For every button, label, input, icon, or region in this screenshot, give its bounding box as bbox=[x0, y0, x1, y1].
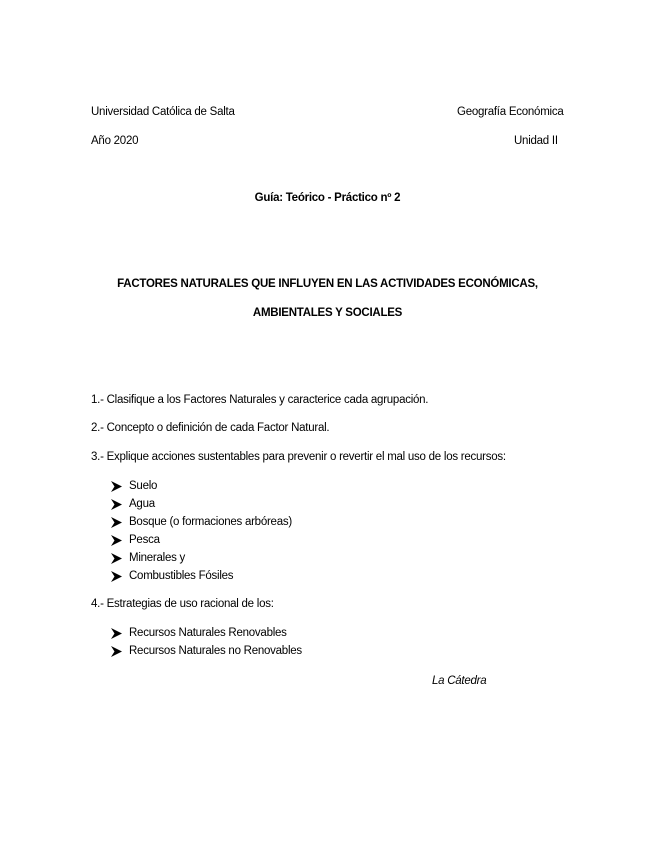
list-item-text: Bosque (o formaciones arbóreas) bbox=[129, 516, 292, 528]
question-3: 3.- Explique acciones sustentables para prevenir o revertir el mal uso de los recursos: bbox=[91, 451, 506, 463]
subject-name: Geografía Económica bbox=[457, 106, 564, 118]
list-item-text: Combustibles Fósiles bbox=[129, 570, 234, 582]
list-item-text: Agua bbox=[129, 498, 155, 510]
signature: La Cátedra bbox=[432, 675, 487, 687]
list-item-text: Recursos Naturales no Renovables bbox=[129, 645, 302, 657]
arrowhead-bullet-icon bbox=[111, 481, 123, 493]
arrowhead-bullet-icon bbox=[111, 628, 123, 640]
arrowhead-bullet-icon bbox=[111, 499, 123, 511]
list-item-text: Recursos Naturales Renovables bbox=[129, 627, 287, 639]
list-item-text: Minerales y bbox=[129, 552, 186, 564]
question-2: 2.- Concepto o definición de cada Factor Natural. bbox=[91, 422, 330, 434]
list-item-text: Suelo bbox=[129, 480, 158, 492]
arrowhead-bullet-icon bbox=[111, 535, 123, 547]
arrowhead-bullet-icon bbox=[111, 646, 123, 658]
arrowhead-bullet-icon bbox=[111, 553, 123, 565]
question-1: 1.- Clasifique a los Factores Naturales y caracterice cada agrupación. bbox=[91, 394, 429, 406]
main-title-line1: FACTORES NATURALES QUE INFLUYEN EN LAS ACTIVIDADES ECONÓMICAS, bbox=[117, 278, 538, 290]
guide-title: Guía: Teórico - Práctico nº 2 bbox=[254, 192, 401, 204]
question-4: 4.- Estrategias de uso racional de los: bbox=[91, 598, 274, 610]
academic-year: Año 2020 bbox=[91, 135, 139, 147]
main-title-line2: AMBIENTALES Y SOCIALES bbox=[252, 307, 403, 319]
unit-label: Unidad II bbox=[514, 135, 558, 147]
arrowhead-bullet-icon bbox=[111, 517, 123, 529]
list-item-text: Pesca bbox=[129, 534, 160, 546]
arrowhead-bullet-icon bbox=[111, 571, 123, 583]
university-name: Universidad Católica de Salta bbox=[91, 106, 235, 118]
